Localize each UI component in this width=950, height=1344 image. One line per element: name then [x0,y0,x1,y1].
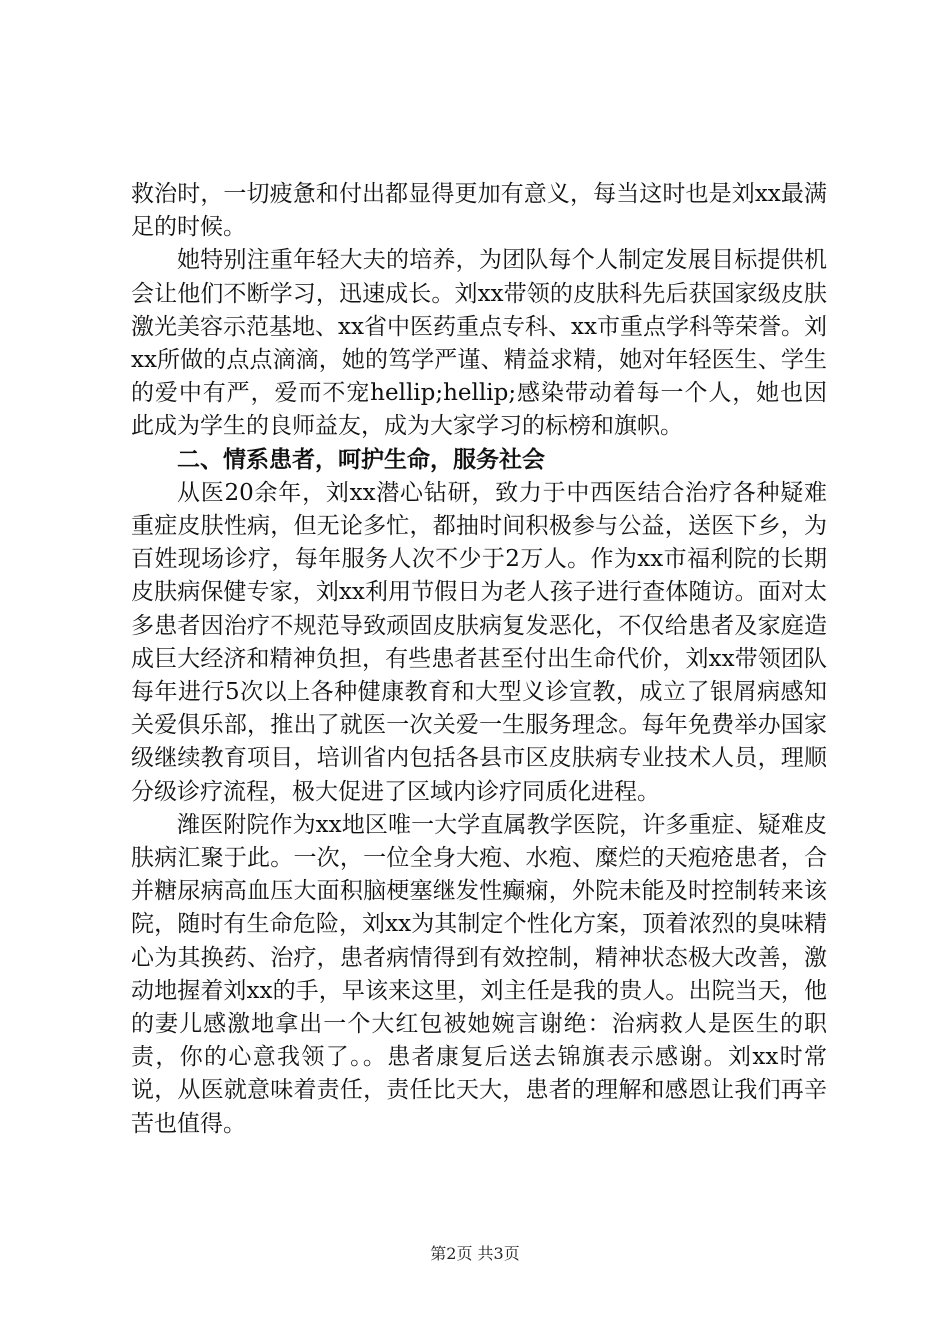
paragraph-continued: 救治时，一切疲惫和付出都显得更加有意义，每当这时也是刘xx最满足的时候。 [131,181,827,241]
paragraph-training: 她特别注重年轻大夫的培养，为团队每个人制定发展目标提供机会让他们不断学习，迅速成长。刘xx带领的皮肤科先后获国家级皮肤激光美容示范基地、xx省中医药重点专科、xx市重点学科等荣誉。刘xx所做的点点滴滴，她的笃学严谨、精益求精，她对年轻医生、学生的爱中有严，爱而不宠hellip;hellip;感染带动着每一个人，她也因此成为学生的良师益友，成为大家学习的标榜和旗帜。 [131,247,827,440]
document-body [131,178,827,1141]
paragraph-patient-case: 潍医附院作为xx地区唯一大学直属教学医院，许多重症、疑难皮肤病汇聚于此。一次，一位全身大疱、水疱、糜烂的天疱疮患者，合并糖尿病高血压大面积脑梗塞继发性癫痫，外院未能及时控制转来该院，随时有生命危险，刘xx为其制定个性化方案，顶着浓烈的臭味精心为其换药、治疗，患者病情得到有效控制，精神状态极大改善，激动地握着刘xx的手，早该来这里，刘主任是我的贵人。出院当天，他的妻儿感激地拿出一个大红包被她婉言谢绝：治病救人是医生的职责，你的心意我领了。。患者康复后送去锦旗表示感谢。刘xx时常说，从医就意味着责任，责任比天大，患者的理解和感恩让我们再辛苦也值得。 [131,811,827,1137]
section-heading: 二、情系患者，呵护生命，服务社会 [177,446,545,473]
page-footer: 第2页 共3页 [430,1244,520,1263]
paragraph-public-service: 从医20余年，刘xx潜心钻研，致力于中西医结合治疗各种疑难重症皮肤性病，但无论多忙，都抽时间积极参与公益，送医下乡，为百姓现场诊疗，每年服务人次不少于2万人。作为xx市福利院的长期皮肤病保健专家，刘xx利用节假日为老人孩子进行查体随访。面对太多患者因治疗不规范导致顽固皮肤病复发恶化，不仅给患者及家庭造成巨大经济和精神负担，有些患者甚至付出生命代价，刘xx带领团队每年进行5次以上各种健康教育和大型义诊宣教，成立了银屑病感知关爱俱乐部，推出了就医一次关爱一生服务理念。每年免费举办国家级继续教育项目，培训省内包括各县市区皮肤病专业技术人员，理顺分级诊疗流程，极大促进了区域内诊疗同质化进程。 [131,479,827,805]
